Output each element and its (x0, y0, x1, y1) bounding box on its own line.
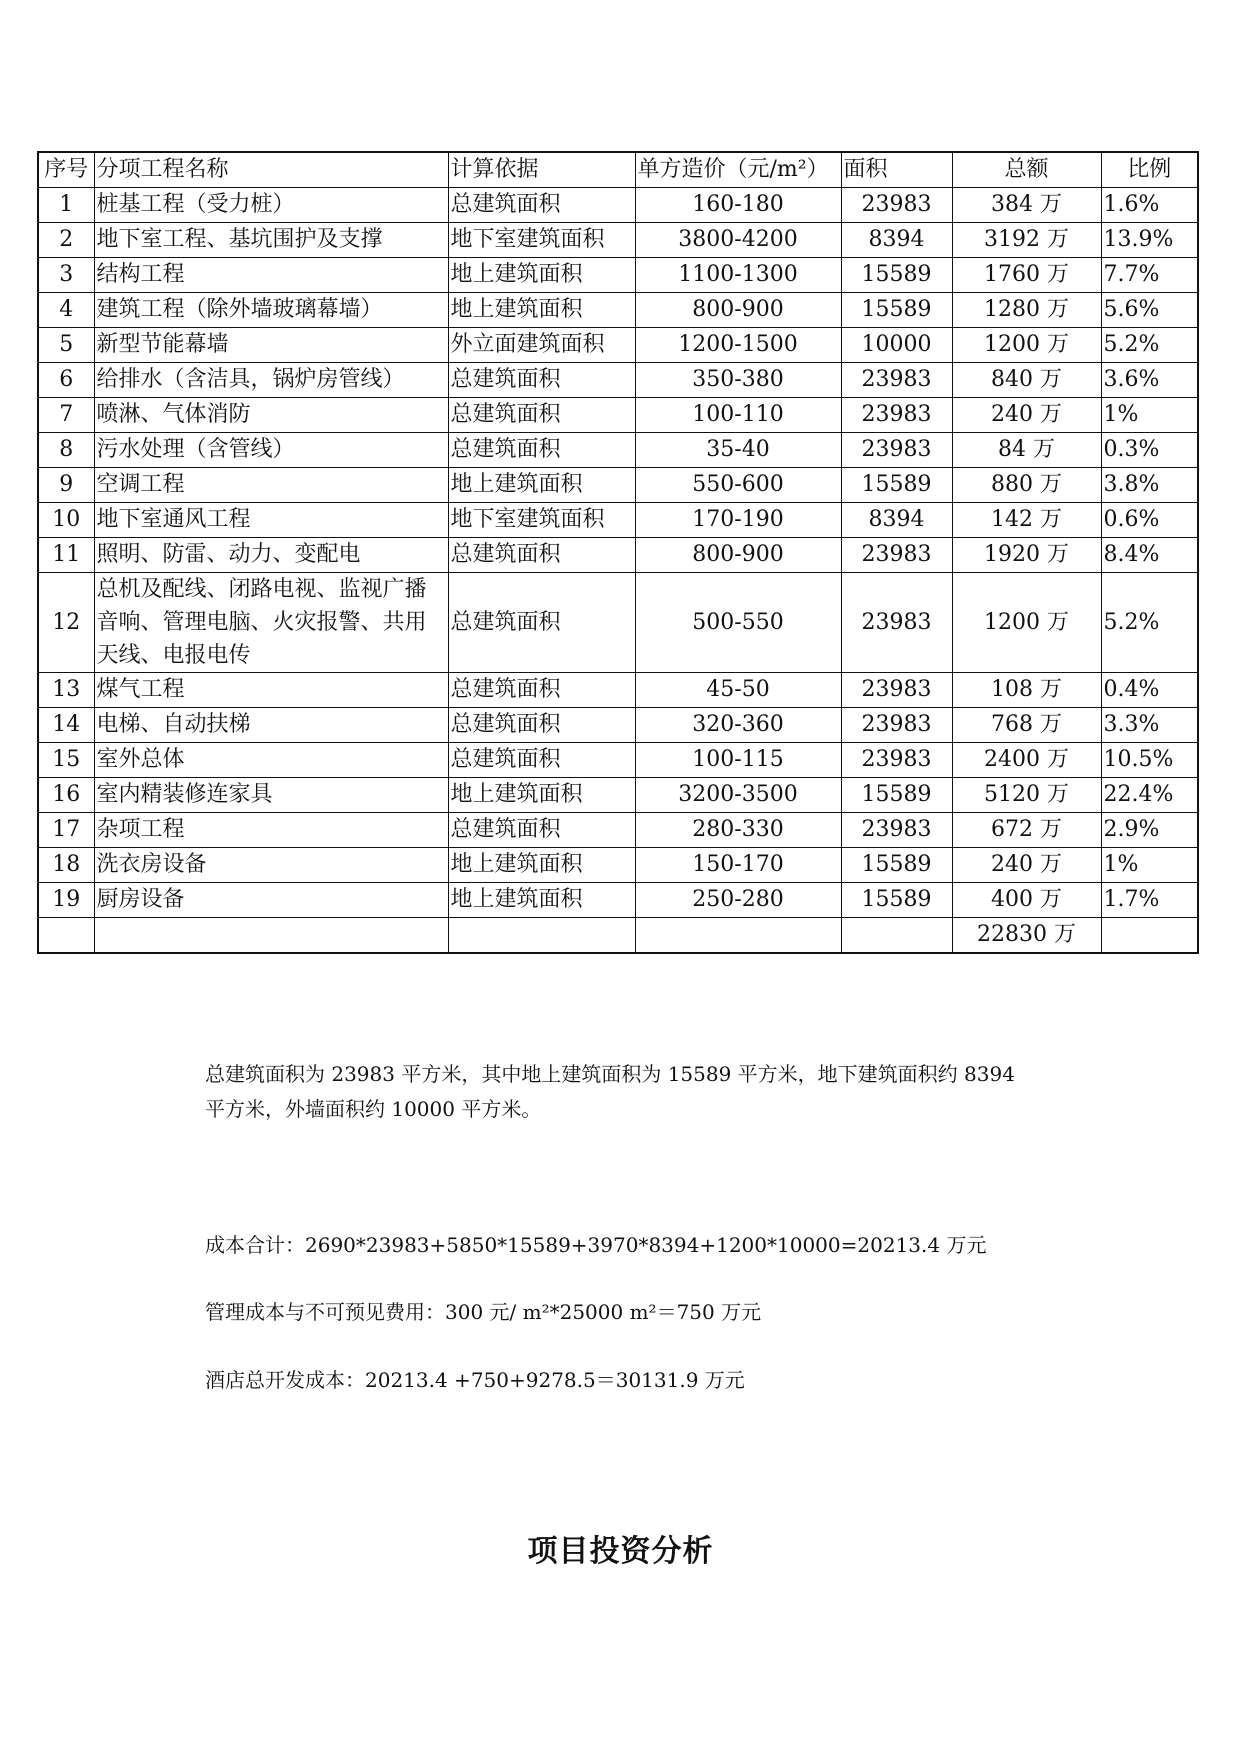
row-item-name: 电梯、自动扶梯 (94, 708, 448, 743)
row-total: 108 万 (952, 673, 1101, 708)
header-total: 总额 (952, 152, 1101, 188)
row-item-name: 杂项工程 (94, 813, 448, 848)
table-row (38, 188, 1198, 223)
table-row (38, 573, 1198, 673)
empty-cell (1101, 918, 1198, 954)
row-total: 1760 万 (952, 258, 1101, 293)
table-row (38, 883, 1198, 918)
row-basis: 外立面建筑面积 (448, 328, 635, 363)
row-index: 4 (38, 293, 94, 328)
row-unit-cost: 250-280 (635, 883, 841, 918)
row-ratio: 5.2% (1101, 573, 1198, 673)
table-row (38, 778, 1198, 813)
row-item-name: 地下室通风工程 (94, 503, 448, 538)
row-index: 18 (38, 848, 94, 883)
row-unit-cost: 100-115 (635, 743, 841, 778)
table-row (38, 848, 1198, 883)
row-index: 1 (38, 188, 94, 223)
row-area: 23983 (841, 188, 952, 223)
row-total: 240 万 (952, 848, 1101, 883)
row-basis: 地上建筑面积 (448, 778, 635, 813)
table-row (38, 538, 1198, 573)
row-item-name: 室外总体 (94, 743, 448, 778)
row-ratio: 1% (1101, 398, 1198, 433)
row-total: 142 万 (952, 503, 1101, 538)
row-item-name: 室内精装修连家具 (94, 778, 448, 813)
row-unit-cost: 170-190 (635, 503, 841, 538)
row-total: 1280 万 (952, 293, 1101, 328)
row-ratio: 7.7% (1101, 258, 1198, 293)
table-row (38, 293, 1198, 328)
row-basis: 总建筑面积 (448, 433, 635, 468)
row-ratio: 3.8% (1101, 468, 1198, 503)
header-ratio: 比例 (1101, 152, 1198, 188)
row-index: 7 (38, 398, 94, 433)
header-unit-cost: 单方造价（元/m²） (635, 152, 841, 188)
row-unit-cost: 35-40 (635, 433, 841, 468)
row-total: 1920 万 (952, 538, 1101, 573)
row-unit-cost: 45-50 (635, 673, 841, 708)
row-area: 23983 (841, 673, 952, 708)
row-ratio: 1% (1101, 848, 1198, 883)
row-item-name: 照明、防雷、动力、变配电 (94, 538, 448, 573)
row-item-name: 厨房设备 (94, 883, 448, 918)
empty-cell (94, 918, 448, 954)
row-total: 1200 万 (952, 328, 1101, 363)
row-unit-cost: 1100-1300 (635, 258, 841, 293)
row-ratio: 0.3% (1101, 433, 1198, 468)
row-ratio: 0.6% (1101, 503, 1198, 538)
row-unit-cost: 3800-4200 (635, 223, 841, 258)
section-heading: 项目投资分析 (527, 1534, 714, 1569)
table-row (38, 258, 1198, 293)
row-area: 23983 (841, 813, 952, 848)
row-item-name: 喷淋、气体消防 (94, 398, 448, 433)
row-basis: 地上建筑面积 (448, 468, 635, 503)
row-area: 15589 (841, 293, 952, 328)
row-index: 6 (38, 363, 94, 398)
row-item-name: 给排水（含洁具，锅炉房管线） (94, 363, 448, 398)
table-total-row (38, 918, 1198, 954)
row-basis: 总建筑面积 (448, 538, 635, 573)
row-total: 1200 万 (952, 573, 1101, 673)
row-index: 8 (38, 433, 94, 468)
row-item-name: 新型节能幕墙 (94, 328, 448, 363)
row-unit-cost: 350-380 (635, 363, 841, 398)
row-unit-cost: 100-110 (635, 398, 841, 433)
table-row (38, 673, 1198, 708)
row-index: 11 (38, 538, 94, 573)
table-row (38, 223, 1198, 258)
row-index: 9 (38, 468, 94, 503)
empty-cell (635, 918, 841, 954)
table-row (38, 813, 1198, 848)
row-total: 2400 万 (952, 743, 1101, 778)
row-ratio: 22.4% (1101, 778, 1198, 813)
cost-total-formula: 成本合计：2690*23983+5850*15589+3970*8394+1200*10000=20213.4 万元 (205, 1233, 987, 1257)
row-unit-cost: 1200-1500 (635, 328, 841, 363)
row-unit-cost: 500-550 (635, 573, 841, 673)
empty-cell (841, 918, 952, 954)
row-index: 15 (38, 743, 94, 778)
row-item-name: 洗衣房设备 (94, 848, 448, 883)
row-area: 15589 (841, 778, 952, 813)
row-index: 17 (38, 813, 94, 848)
header-area: 面积 (841, 152, 952, 188)
row-item-name: 煤气工程 (94, 673, 448, 708)
table-row (38, 363, 1198, 398)
header-basis: 计算依据 (448, 152, 635, 188)
row-area: 15589 (841, 848, 952, 883)
row-basis: 总建筑面积 (448, 673, 635, 708)
row-basis: 总建筑面积 (448, 188, 635, 223)
row-basis: 总建筑面积 (448, 708, 635, 743)
header-index: 序号 (38, 152, 94, 188)
row-area: 23983 (841, 743, 952, 778)
row-total: 672 万 (952, 813, 1101, 848)
row-item-name: 空调工程 (94, 468, 448, 503)
row-area: 23983 (841, 538, 952, 573)
cost-table (37, 151, 1199, 954)
row-basis: 总建筑面积 (448, 813, 635, 848)
row-item-name: 桩基工程（受力桩） (94, 188, 448, 223)
row-ratio: 3.3% (1101, 708, 1198, 743)
hotel-total-cost-formula: 酒店总开发成本：20213.4 +750+9278.5＝30131.9 万元 (205, 1368, 745, 1392)
table-row (38, 328, 1198, 363)
row-total: 400 万 (952, 883, 1101, 918)
row-index: 2 (38, 223, 94, 258)
table-header-row (38, 152, 1198, 188)
row-basis: 总建筑面积 (448, 398, 635, 433)
row-unit-cost: 160-180 (635, 188, 841, 223)
row-item-name: 总机及配线、闭路电视、监视广播音响、管理电脑、火灾报警、共用天线、电报电传 (94, 573, 448, 673)
row-total: 84 万 (952, 433, 1101, 468)
row-area: 10000 (841, 328, 952, 363)
row-ratio: 8.4% (1101, 538, 1198, 573)
management-cost-formula: 管理成本与不可预见费用：300 元/ m²*25000 m²＝750 万元 (205, 1300, 762, 1324)
row-area: 8394 (841, 503, 952, 538)
row-basis: 总建筑面积 (448, 363, 635, 398)
row-basis: 总建筑面积 (448, 743, 635, 778)
row-ratio: 1.7% (1101, 883, 1198, 918)
row-basis: 总建筑面积 (448, 573, 635, 673)
row-ratio: 0.4% (1101, 673, 1198, 708)
table-row (38, 468, 1198, 503)
row-item-name: 地下室工程、基坑围护及支撑 (94, 223, 448, 258)
row-ratio: 10.5% (1101, 743, 1198, 778)
row-area: 15589 (841, 468, 952, 503)
row-area: 23983 (841, 398, 952, 433)
row-ratio: 3.6% (1101, 363, 1198, 398)
grand-total: 22830 万 (952, 918, 1101, 954)
row-basis: 地上建筑面积 (448, 258, 635, 293)
row-area: 23983 (841, 363, 952, 398)
empty-cell (38, 918, 94, 954)
row-item-name: 结构工程 (94, 258, 448, 293)
row-total: 384 万 (952, 188, 1101, 223)
table-row (38, 503, 1198, 538)
row-unit-cost: 3200-3500 (635, 778, 841, 813)
row-ratio: 13.9% (1101, 223, 1198, 258)
table-row (38, 398, 1198, 433)
row-total: 3192 万 (952, 223, 1101, 258)
row-item-name: 污水处理（含管线） (94, 433, 448, 468)
row-basis: 地上建筑面积 (448, 883, 635, 918)
row-unit-cost: 280-330 (635, 813, 841, 848)
row-basis: 地上建筑面积 (448, 293, 635, 328)
row-unit-cost: 550-600 (635, 468, 841, 503)
row-area: 23983 (841, 573, 952, 673)
row-area: 23983 (841, 433, 952, 468)
row-basis: 地上建筑面积 (448, 848, 635, 883)
area-note: 总建筑面积为 23983 平方米，其中地上建筑面积为 15589 平方米，地下建筑面积约 8394 平方米，外墙面积约 10000 平方米。 (205, 1062, 1015, 1121)
row-area: 15589 (841, 883, 952, 918)
row-ratio: 1.6% (1101, 188, 1198, 223)
row-ratio: 5.2% (1101, 328, 1198, 363)
row-total: 768 万 (952, 708, 1101, 743)
row-index: 14 (38, 708, 94, 743)
row-unit-cost: 800-900 (635, 293, 841, 328)
row-basis: 地下室建筑面积 (448, 503, 635, 538)
table-row (38, 433, 1198, 468)
row-ratio: 5.6% (1101, 293, 1198, 328)
row-unit-cost: 800-900 (635, 538, 841, 573)
row-area: 23983 (841, 708, 952, 743)
row-unit-cost: 150-170 (635, 848, 841, 883)
row-index: 16 (38, 778, 94, 813)
row-total: 880 万 (952, 468, 1101, 503)
header-item-name: 分项工程名称 (94, 152, 448, 188)
row-index: 3 (38, 258, 94, 293)
row-area: 15589 (841, 258, 952, 293)
row-total: 240 万 (952, 398, 1101, 433)
row-basis: 地下室建筑面积 (448, 223, 635, 258)
row-index: 19 (38, 883, 94, 918)
table-row (38, 708, 1198, 743)
row-index: 5 (38, 328, 94, 363)
table-row (38, 743, 1198, 778)
row-index: 12 (38, 573, 94, 673)
row-unit-cost: 320-360 (635, 708, 841, 743)
row-item-name: 建筑工程（除外墙玻璃幕墙） (94, 293, 448, 328)
row-total: 5120 万 (952, 778, 1101, 813)
row-area: 8394 (841, 223, 952, 258)
row-total: 840 万 (952, 363, 1101, 398)
row-index: 10 (38, 503, 94, 538)
cost-table-body (38, 152, 1198, 953)
row-index: 13 (38, 673, 94, 708)
empty-cell (448, 918, 635, 954)
row-ratio: 2.9% (1101, 813, 1198, 848)
